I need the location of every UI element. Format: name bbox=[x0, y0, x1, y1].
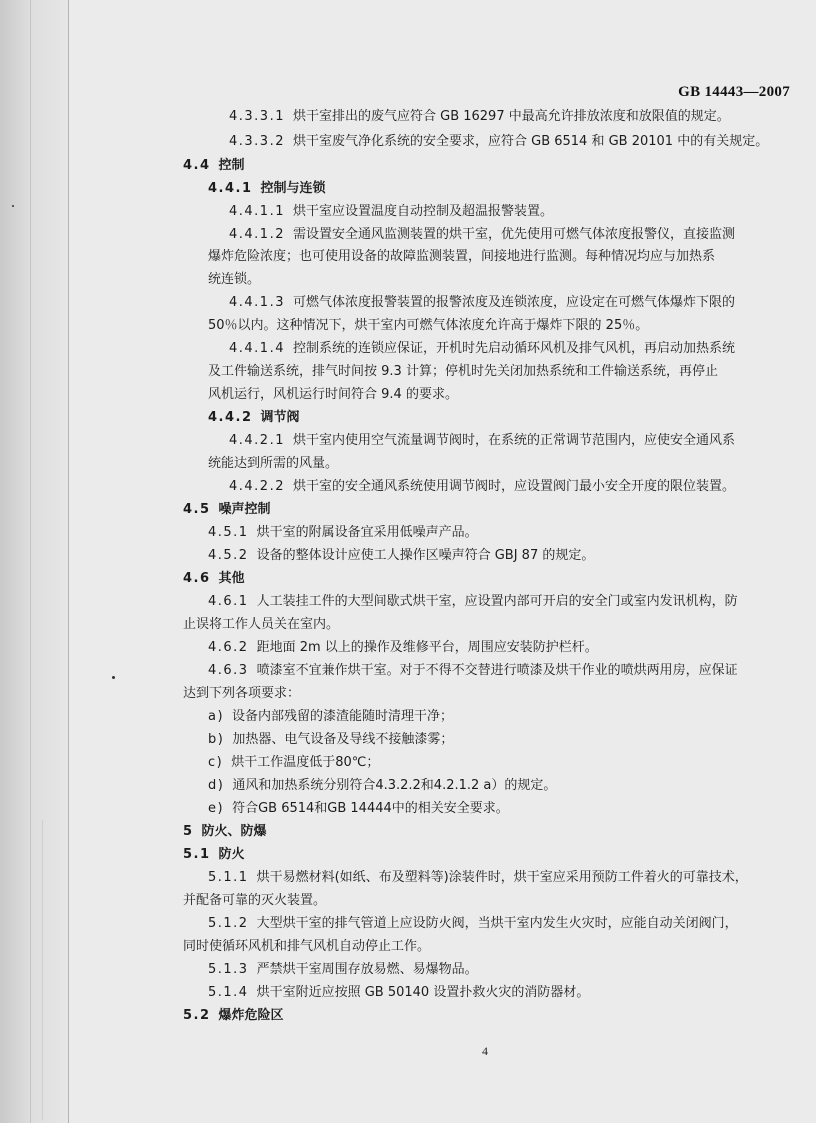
section-heading-4-4-1 bbox=[208, 181, 326, 197]
clause-text: 人工装挂工件的大型间歇式烘干室，应设置内部可开启的安全门或室内发讯机构，防 bbox=[256, 594, 738, 609]
clause-4-5-2 bbox=[208, 548, 594, 564]
clause-text: 烘干室应设置温度自动控制及超温报警装置。 bbox=[292, 204, 553, 219]
clause-continuation bbox=[183, 617, 339, 633]
list-item-b bbox=[208, 732, 453, 748]
clause-text: 烘干室附近应按照 GB 50140 设置扑救火灾的消防器材。 bbox=[256, 985, 590, 1000]
clause-4-3-3-1 bbox=[229, 109, 730, 125]
list-text: 通风和加热系统分别符合4.3.2.2和4.2.1.2 a）的规定。 bbox=[232, 778, 557, 793]
clause-continuation bbox=[208, 272, 260, 288]
section-title: 噪声控制 bbox=[218, 502, 271, 517]
list-marker: a) bbox=[208, 709, 225, 724]
clause-continuation bbox=[208, 364, 718, 380]
clause-text: 及工件输送系统，排气时间按 9.3 计算；停机时先关闭加热系统和工件输送系统，再停止 bbox=[208, 364, 718, 379]
section-heading-4-6 bbox=[183, 571, 245, 587]
page-number: 4 bbox=[482, 1044, 488, 1058]
clause-text: 烘干易燃材料(如纸、布及塑料等)涂装件时，烘干室应采用预防工件着火的可靠技术， bbox=[256, 870, 748, 885]
clause-continuation bbox=[183, 893, 326, 909]
clause-continuation bbox=[208, 318, 648, 334]
section-title: 爆炸危险区 bbox=[218, 1008, 284, 1023]
scan-speck bbox=[112, 676, 115, 679]
clause-text: 统连锁。 bbox=[208, 272, 261, 287]
section-title: 其他 bbox=[218, 571, 245, 586]
clause-4-3-3-2 bbox=[229, 134, 768, 150]
clause-text: 风机运行，风机运行时间符合 9.4 的要求。 bbox=[208, 387, 458, 402]
section-number: 4.5 bbox=[183, 502, 211, 517]
clause-5-1-4 bbox=[208, 985, 589, 1001]
section-title: 控制 bbox=[218, 158, 245, 173]
clause-number: 4.5.1 bbox=[208, 525, 249, 540]
list-marker: d) bbox=[208, 778, 225, 793]
clause-4-4-1-1 bbox=[229, 204, 553, 220]
clause-text: 烘干室废气净化系统的安全要求，应符合 GB 6514 和 GB 20101 中的有关规定。 bbox=[292, 134, 769, 149]
clause-text: 严禁烘干室周围存放易燃、易爆物品。 bbox=[256, 962, 478, 977]
clause-number: 4.4.1.3 bbox=[229, 295, 285, 310]
clause-text: 达到下列各项要求： bbox=[183, 686, 301, 701]
section-number: 4.4 bbox=[183, 158, 211, 173]
clause-number: 4.6.2 bbox=[208, 640, 249, 655]
section-heading-5 bbox=[183, 824, 267, 840]
clause-text: 烘干室内使用空气流量调节阀时，在系统的正常调节范围内，应使安全通风系 bbox=[292, 433, 735, 448]
section-heading-5-2 bbox=[183, 1008, 284, 1024]
scan-speck bbox=[12, 205, 14, 207]
clause-number: 5.1.3 bbox=[208, 962, 249, 977]
clause-4-4-1-3 bbox=[229, 295, 735, 311]
list-marker: c) bbox=[208, 755, 224, 770]
clause-4-6-3 bbox=[208, 663, 738, 679]
list-text: 设备内部残留的漆渣能随时清理干净； bbox=[232, 709, 454, 724]
section-heading-5-1 bbox=[183, 847, 245, 863]
section-title: 控制与连锁 bbox=[260, 181, 326, 196]
clause-number: 4.3.3.1 bbox=[229, 109, 285, 124]
section-number: 5.1 bbox=[183, 847, 211, 862]
section-heading-4-4-2 bbox=[208, 410, 300, 426]
clause-4-6-1 bbox=[208, 594, 738, 610]
clause-text: 烘干室排出的废气应符合 GB 16297 中最高允许排放浓度和放限值的规定。 bbox=[292, 109, 730, 124]
clause-5-1-3 bbox=[208, 962, 478, 978]
section-number: 5.2 bbox=[183, 1008, 211, 1023]
clause-number: 4.4.1.2 bbox=[229, 227, 285, 242]
clause-text: 需设置安全通风监测装置的烘干室，优先使用可燃气体浓度报警仪，直接监测 bbox=[292, 227, 735, 242]
clause-number: 5.1.1 bbox=[208, 870, 249, 885]
clause-text: 并配备可靠的灭火装置。 bbox=[183, 893, 327, 908]
section-heading-4-4 bbox=[183, 158, 245, 174]
clause-5-1-2 bbox=[208, 916, 738, 932]
clause-number: 4.6.1 bbox=[208, 594, 249, 609]
clause-number: 4.4.2.1 bbox=[229, 433, 285, 448]
section-title: 防火、防爆 bbox=[201, 824, 267, 839]
list-marker: e) bbox=[208, 801, 225, 816]
clause-number: 4.4.2.2 bbox=[229, 479, 285, 494]
clause-4-4-1-4 bbox=[229, 341, 735, 357]
clause-text: 爆炸危险浓度；也可使用设备的故障监测装置，间接地进行监测。每种情况均应与加热系 bbox=[208, 249, 716, 264]
clause-continuation bbox=[208, 249, 715, 265]
section-number: 4.4.2 bbox=[208, 410, 253, 425]
clause-text: 止误将工作人员关在室内。 bbox=[183, 617, 340, 632]
clause-number: 5.1.4 bbox=[208, 985, 249, 1000]
clause-continuation bbox=[208, 387, 458, 403]
section-number: 4.4.1 bbox=[208, 181, 253, 196]
clause-text: 统能达到所需的风量。 bbox=[208, 456, 339, 471]
clause-4-4-2-1 bbox=[229, 433, 735, 449]
section-number: 5 bbox=[183, 824, 194, 839]
section-title: 防火 bbox=[218, 847, 245, 862]
clause-4-4-2-2 bbox=[229, 479, 735, 495]
list-marker: b) bbox=[208, 732, 225, 747]
clause-text: 喷漆室不宜兼作烘干室。对于不得不交替进行喷漆及烘干作业的喷烘两用房，应保证 bbox=[256, 663, 738, 678]
clause-number: 4.5.2 bbox=[208, 548, 249, 563]
list-item-a bbox=[208, 709, 453, 725]
clause-number: 5.1.2 bbox=[208, 916, 249, 931]
section-title: 调节阀 bbox=[260, 410, 300, 425]
list-item-c bbox=[208, 755, 379, 771]
clause-continuation bbox=[183, 686, 300, 702]
list-item-d bbox=[208, 778, 556, 794]
clause-text: 烘干室的安全通风系统使用调节阀时，应设置阀门最小安全开度的限位装置。 bbox=[292, 479, 735, 494]
section-heading-4-5 bbox=[183, 502, 271, 518]
clause-4-5-1 bbox=[208, 525, 478, 541]
clause-number: 4.4.1.4 bbox=[229, 341, 285, 356]
clause-continuation bbox=[183, 939, 430, 955]
clause-4-4-1-2 bbox=[229, 227, 735, 243]
clause-text: 可燃气体浓度报警装置的报警浓度及连锁浓度，应设定在可燃气体爆炸下限的 bbox=[292, 295, 735, 310]
clause-text: 同时使循环风机和排气风机自动停止工作。 bbox=[183, 939, 431, 954]
list-text: 符合GB 6514和GB 14444中的相关安全要求。 bbox=[232, 801, 509, 816]
clause-number: 4.6.3 bbox=[208, 663, 249, 678]
section-number: 4.6 bbox=[183, 571, 211, 586]
clause-text: 大型烘干室的排气管道上应设防火阀，当烘干室内发生火灾时，应能自动关闭阀门， bbox=[256, 916, 738, 931]
clause-number: 4.3.3.2 bbox=[229, 134, 285, 149]
clause-text: 烘干室的附属设备宜采用低噪声产品。 bbox=[256, 525, 478, 540]
clause-text: 设备的整体设计应使工人操作区噪声符合 GBJ 87 的规定。 bbox=[256, 548, 595, 563]
clause-5-1-1 bbox=[208, 870, 748, 886]
standard-code-header: GB 14443—2007 bbox=[678, 84, 790, 100]
list-text: 加热器、电气设备及导线不接触漆雾； bbox=[232, 732, 454, 747]
clause-continuation bbox=[208, 456, 338, 472]
list-text: 烘干工作温度低于80℃； bbox=[231, 755, 380, 770]
clause-text: 50％以内。这种情况下，烘干室内可燃气体浓度允许高于爆炸下限的 25％。 bbox=[208, 318, 649, 333]
clause-text: 控制系统的连锁应保证，开机时先启动循环风机及排气风机，再启动加热系统 bbox=[292, 341, 735, 356]
list-item-e bbox=[208, 801, 509, 817]
clause-number: 4.4.1.1 bbox=[229, 204, 285, 219]
clause-text: 距地面 2m 以上的操作及维修平台，周围应安装防护栏杆。 bbox=[256, 640, 598, 655]
clause-4-6-2 bbox=[208, 640, 598, 656]
